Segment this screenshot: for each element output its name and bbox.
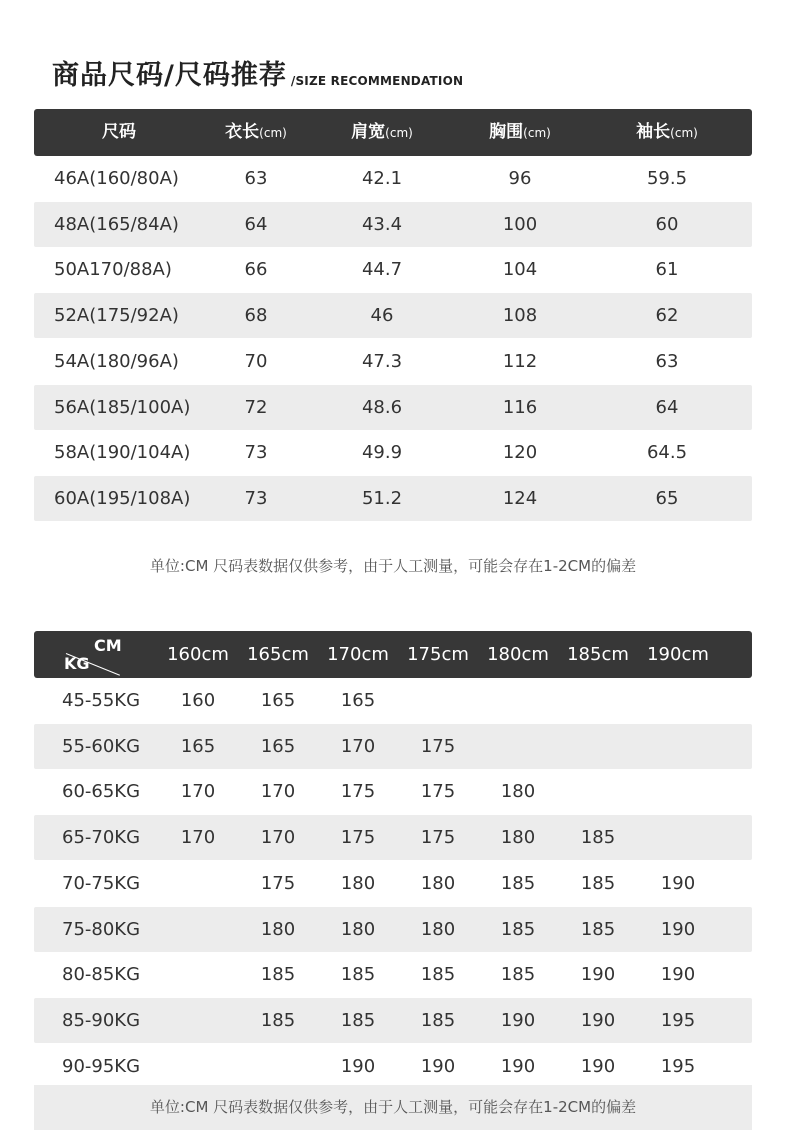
recommended-size-cell: 170 <box>260 781 296 803</box>
table-row <box>34 1044 752 1089</box>
measure-cell: 72 <box>244 396 268 418</box>
size-cell: 54A(180/96A) <box>54 350 179 372</box>
recommended-size-cell: 175 <box>420 781 456 803</box>
recommended-size-cell: 195 <box>660 1009 696 1031</box>
measure-cell: 73 <box>244 487 268 509</box>
measure-cell: 100 <box>502 213 538 235</box>
recommended-size-cell: 175 <box>260 872 296 894</box>
recommended-size-cell: 180 <box>420 872 456 894</box>
measure-cell: 42.1 <box>361 168 403 189</box>
measure-cell: 64 <box>655 396 679 418</box>
weight-cell: 45-55KG <box>62 690 141 711</box>
size-cell: 60A(195/108A) <box>54 487 191 509</box>
weight-cell: 80-85KG <box>62 964 141 986</box>
size-chart-table <box>34 109 752 529</box>
recommended-size-cell: 165 <box>260 690 296 711</box>
height-header: 180cm <box>487 644 549 665</box>
recommended-size-cell: 170 <box>180 827 216 849</box>
recommended-size-cell: 190 <box>580 964 616 986</box>
recommended-size-cell: 185 <box>260 964 296 986</box>
header-size: 尺码 <box>102 122 136 142</box>
measure-cell: 47.3 <box>361 350 403 372</box>
measure-cell: 49.9 <box>361 442 403 464</box>
recommended-size-cell: 190 <box>660 964 696 986</box>
recommended-size-cell: 185 <box>260 1009 296 1031</box>
recommended-size-cell: 175 <box>420 827 456 849</box>
recommended-size-cell: 170 <box>260 827 296 849</box>
weight-cell: 55-60KG <box>62 735 141 757</box>
measure-cell: 51.2 <box>361 487 403 509</box>
measure-cell: 46 <box>370 305 394 327</box>
measure-cell: 65 <box>655 487 679 509</box>
measure-cell: 96 <box>508 168 532 189</box>
table-row <box>34 678 752 723</box>
recommended-size-cell: 170 <box>180 781 216 803</box>
measure-cell: 63 <box>655 350 679 372</box>
recommended-size-cell: 185 <box>500 918 536 940</box>
recommended-size-cell: 175 <box>340 781 376 803</box>
measure-cell: 59.5 <box>646 168 688 189</box>
measure-cell: 48.6 <box>361 396 403 418</box>
recommended-size-cell: 180 <box>420 918 456 940</box>
corner-kg: KG <box>64 654 90 673</box>
recommended-size-cell: 185 <box>580 827 616 849</box>
height-header: 175cm <box>407 644 469 665</box>
recommendation-note: 单位:CM 尺码表数据仅供参考，由于人工测量，可能会存在1-2CM的偏差 <box>34 1085 752 1130</box>
measure-cell: 70 <box>244 350 268 372</box>
recommended-size-cell: 195 <box>660 1055 696 1077</box>
table-row <box>34 430 752 475</box>
size-cell: 56A(185/100A) <box>54 396 191 418</box>
size-cell: 52A(175/92A) <box>54 305 179 327</box>
table-row <box>34 385 752 430</box>
measure-cell: 116 <box>502 396 538 418</box>
recommended-size-cell: 190 <box>500 1009 536 1031</box>
weight-cell: 60-65KG <box>62 781 141 803</box>
weight-cell: 65-70KG <box>62 827 141 849</box>
recommended-size-cell: 180 <box>500 827 536 849</box>
table-row <box>34 476 752 521</box>
recommended-size-cell: 180 <box>260 918 296 940</box>
recommended-size-cell: 180 <box>340 918 376 940</box>
measure-cell: 120 <box>502 442 538 464</box>
measure-cell: 104 <box>502 259 538 281</box>
size-cell: 46A(160/80A) <box>54 168 179 189</box>
recommended-size-cell: 175 <box>420 735 456 757</box>
table-row <box>34 293 752 338</box>
recommended-size-cell: 185 <box>500 872 536 894</box>
recommended-size-cell: 165 <box>260 735 296 757</box>
measure-cell: 44.7 <box>361 259 403 281</box>
recommended-size-cell: 165 <box>180 735 216 757</box>
measure-cell: 68 <box>244 305 268 327</box>
measure-cell: 73 <box>244 442 268 464</box>
page-title <box>52 52 463 92</box>
table-row <box>34 861 752 906</box>
measure-cell: 64 <box>244 213 268 235</box>
recommended-size-cell: 180 <box>500 781 536 803</box>
height-header: 190cm <box>647 644 709 665</box>
table-row <box>34 907 752 952</box>
table-row <box>34 998 752 1043</box>
corner-cm: CM <box>94 636 122 655</box>
measure-cell: 62 <box>655 305 679 327</box>
measure-cell: 64.5 <box>646 442 688 464</box>
recommended-size-cell: 190 <box>660 918 696 940</box>
kg-cm-corner <box>64 635 124 675</box>
height-header: 170cm <box>327 644 389 665</box>
recommended-size-cell: 190 <box>340 1055 376 1077</box>
recommended-size-cell: 160 <box>180 690 216 711</box>
size-chart-note: 单位:CM 尺码表数据仅供参考，由于人工测量，可能会存在1-2CM的偏差 <box>149 557 637 575</box>
size-cell: 58A(190/104A) <box>54 442 191 464</box>
height-header: 160cm <box>167 644 229 665</box>
size-recommendation-table <box>34 631 752 1091</box>
recommended-size-cell: 180 <box>340 872 376 894</box>
recommended-size-cell: 175 <box>340 827 376 849</box>
recommended-size-cell: 190 <box>420 1055 456 1077</box>
table-row <box>34 769 752 814</box>
measure-cell: 66 <box>244 259 268 281</box>
table-row <box>34 202 752 247</box>
table-row <box>34 156 752 201</box>
header-chest: 胸围(cm) <box>489 122 551 142</box>
recommended-size-cell: 185 <box>580 918 616 940</box>
recommended-size-cell: 185 <box>340 964 376 986</box>
title-english: /SIZE RECOMMENDATION <box>290 74 464 88</box>
table-row <box>34 339 752 384</box>
recommended-size-cell: 165 <box>340 690 376 711</box>
weight-cell: 85-90KG <box>62 1009 141 1031</box>
recommended-size-cell: 190 <box>660 872 696 894</box>
size-chart-header <box>34 109 752 156</box>
weight-cell: 90-95KG <box>62 1055 141 1077</box>
recommended-size-cell: 190 <box>580 1009 616 1031</box>
size-cell: 48A(165/84A) <box>54 213 179 235</box>
weight-cell: 75-80KG <box>62 918 141 940</box>
height-header: 185cm <box>567 644 629 665</box>
recommended-size-cell: 185 <box>420 1009 456 1031</box>
table-row <box>34 247 752 292</box>
height-header: 165cm <box>247 644 309 665</box>
recommended-size-cell: 185 <box>580 872 616 894</box>
recommended-size-cell: 190 <box>580 1055 616 1077</box>
measure-cell: 61 <box>655 259 679 281</box>
recommended-size-cell: 190 <box>500 1055 536 1077</box>
recommended-size-cell: 185 <box>420 964 456 986</box>
measure-cell: 112 <box>502 350 538 372</box>
recommended-size-cell: 185 <box>500 964 536 986</box>
measure-cell: 108 <box>502 305 538 327</box>
table-row <box>34 815 752 860</box>
title-chinese: 商品尺码/尺码推荐 <box>52 60 287 91</box>
table-row <box>34 952 752 997</box>
header-sleeve: 袖长(cm) <box>636 122 698 142</box>
measure-cell: 43.4 <box>361 213 403 235</box>
recommendation-header <box>34 631 752 678</box>
table-row <box>34 724 752 769</box>
measure-cell: 63 <box>244 168 268 189</box>
measure-cell: 60 <box>655 213 679 235</box>
recommended-size-cell: 170 <box>340 735 376 757</box>
header-length: 衣长(cm) <box>225 122 287 142</box>
recommended-size-cell: 185 <box>340 1009 376 1031</box>
header-shoulder: 肩宽(cm) <box>351 122 413 142</box>
size-cell: 50A170/88A) <box>54 259 172 281</box>
measure-cell: 124 <box>502 487 538 509</box>
weight-cell: 70-75KG <box>62 872 141 894</box>
